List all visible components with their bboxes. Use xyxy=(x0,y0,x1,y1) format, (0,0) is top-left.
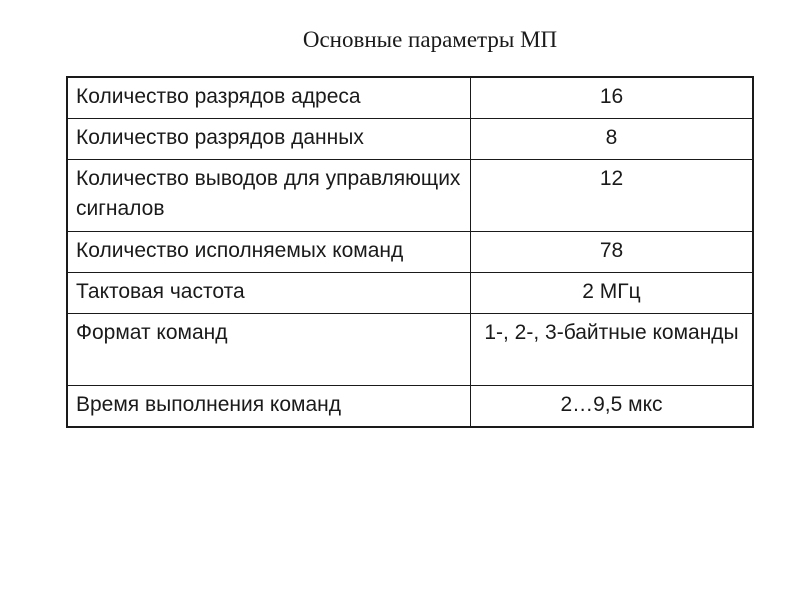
parameter-name-cell: Тактовая частота xyxy=(67,273,471,314)
parameter-value-cell: 2…9,5 мкс xyxy=(471,386,754,428)
parameter-value-cell: 12 xyxy=(471,160,754,232)
parameter-value-cell: 2 МГц xyxy=(471,273,754,314)
table-row xyxy=(67,232,753,273)
parameter-value-cell: 1-, 2-, 3-байтные команды xyxy=(471,314,754,386)
parameters-table xyxy=(66,76,754,428)
parameter-name-cell: Формат команд xyxy=(67,314,471,386)
table-row xyxy=(67,314,753,386)
slide-title: Основные параметры МП xyxy=(302,27,558,52)
parameter-name-cell: Количество выводов для управляющих сигналов xyxy=(67,160,471,232)
parameter-value-cell: 8 xyxy=(471,119,754,160)
parameter-name-cell: Количество разрядов данных xyxy=(67,119,471,160)
table-row xyxy=(67,77,753,119)
parameter-name-cell: Количество разрядов адреса xyxy=(67,77,471,119)
parameter-name-cell: Количество исполняемых команд xyxy=(67,232,471,273)
table-row xyxy=(67,119,753,160)
table-row xyxy=(67,273,753,314)
parameter-name-cell: Время выполнения команд xyxy=(67,386,471,428)
parameter-value-cell: 78 xyxy=(471,232,754,273)
table-row xyxy=(67,386,753,428)
table-row xyxy=(67,160,753,232)
parameter-value-cell: 16 xyxy=(471,77,754,119)
